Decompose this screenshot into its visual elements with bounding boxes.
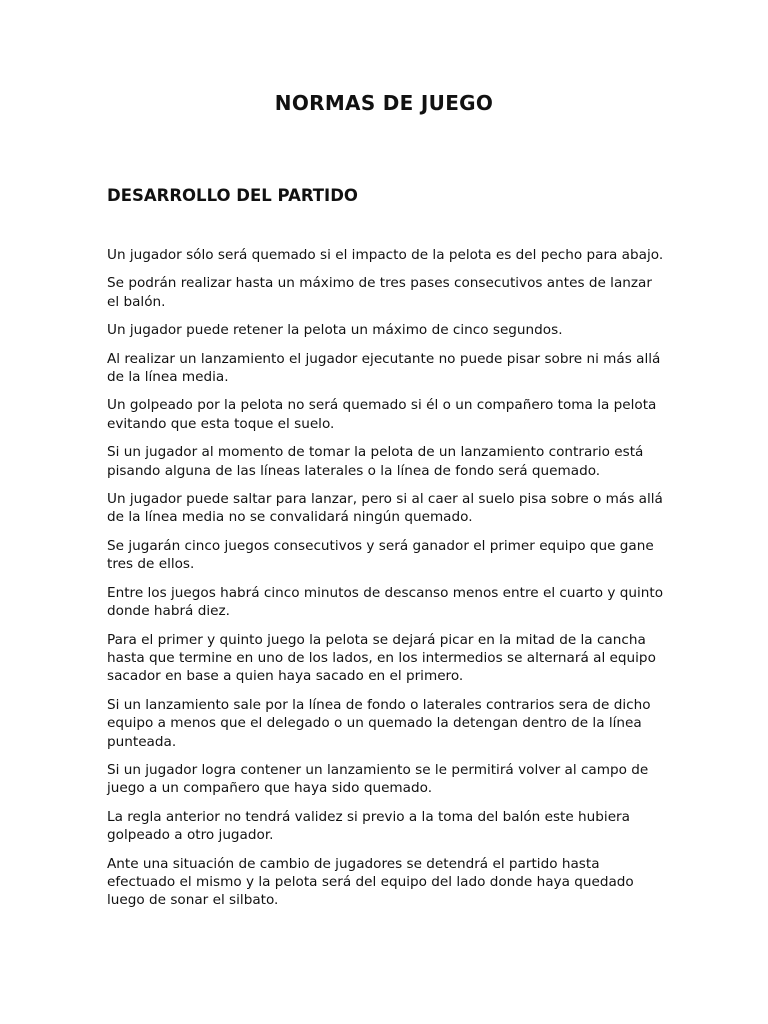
rule-paragraph: Un jugador sólo será quemado si el impacto de la pelota es del pecho para abajo. <box>107 247 664 263</box>
rule-paragraph: La regla anterior no tendrá validez si previo a la toma del balón este hubiera golpeado a otro jugador. <box>107 808 630 844</box>
document-title: NORMAS DE JUEGO <box>274 91 494 115</box>
rule-paragraph: Un jugador puede saltar para lanzar, pero si al caer al suelo pisa sobre o más allá de la línea media no se convalidará ningún quemado. <box>107 491 663 526</box>
rules-list <box>107 246 667 920</box>
rule-paragraph: Para el primer y quinto juego la pelota se dejará picar en la mitad de la cancha hasta que termine en uno de los lados, en los intermedios se alternará al equipo sacador en base a quien haya sacado en el primero. <box>107 631 656 685</box>
rule-paragraph: Si un lanzamiento sale por la línea de fondo o laterales contrarios sera de dicho equipo a menos que el delegado o un quemado la detengan dentro de la línea punteada. <box>107 696 651 750</box>
rule-paragraph: Entre los juegos habrá cinco minutos de descanso menos entre el cuarto y quinto donde habrá diez. <box>107 584 664 620</box>
rule-paragraph: Si un jugador logra contener un lanzamiento se le permitirá volver al campo de juego a un compañero que haya sido quemado. <box>107 761 649 797</box>
rule-paragraph: Al realizar un lanzamiento el jugador ejecutante no puede pisar sobre ni más allá de la línea media. <box>107 350 661 386</box>
rule-paragraph: Si un jugador al momento de tomar la pelota de un lanzamiento contrario está pisando alguna de las líneas laterales o la línea de fondo será quemado. <box>107 444 644 479</box>
rule-paragraph: Un jugador puede retener la pelota un máximo de cinco segundos. <box>107 322 563 339</box>
rule-paragraph: Se jugarán cinco juegos consecutivos y será ganador el primer equipo que gane tres de ellos. <box>107 537 654 573</box>
rule-paragraph: Ante una situación de cambio de jugadores se detendrá el partido hasta efectuado el mismo y la pelota será del equipo del lado donde haya quedado luego de sonar el silbato. <box>107 855 634 909</box>
rule-paragraph: Se podrán realizar hasta un máximo de tres pases consecutivos antes de lanzar el balón. <box>107 275 652 310</box>
rule-paragraph: Un golpeado por la pelota no será quemado si él o un compañero toma la pelota evitando que esta toque el suelo. <box>107 397 657 432</box>
section-heading: DESARROLLO DEL PARTIDO <box>107 186 358 205</box>
